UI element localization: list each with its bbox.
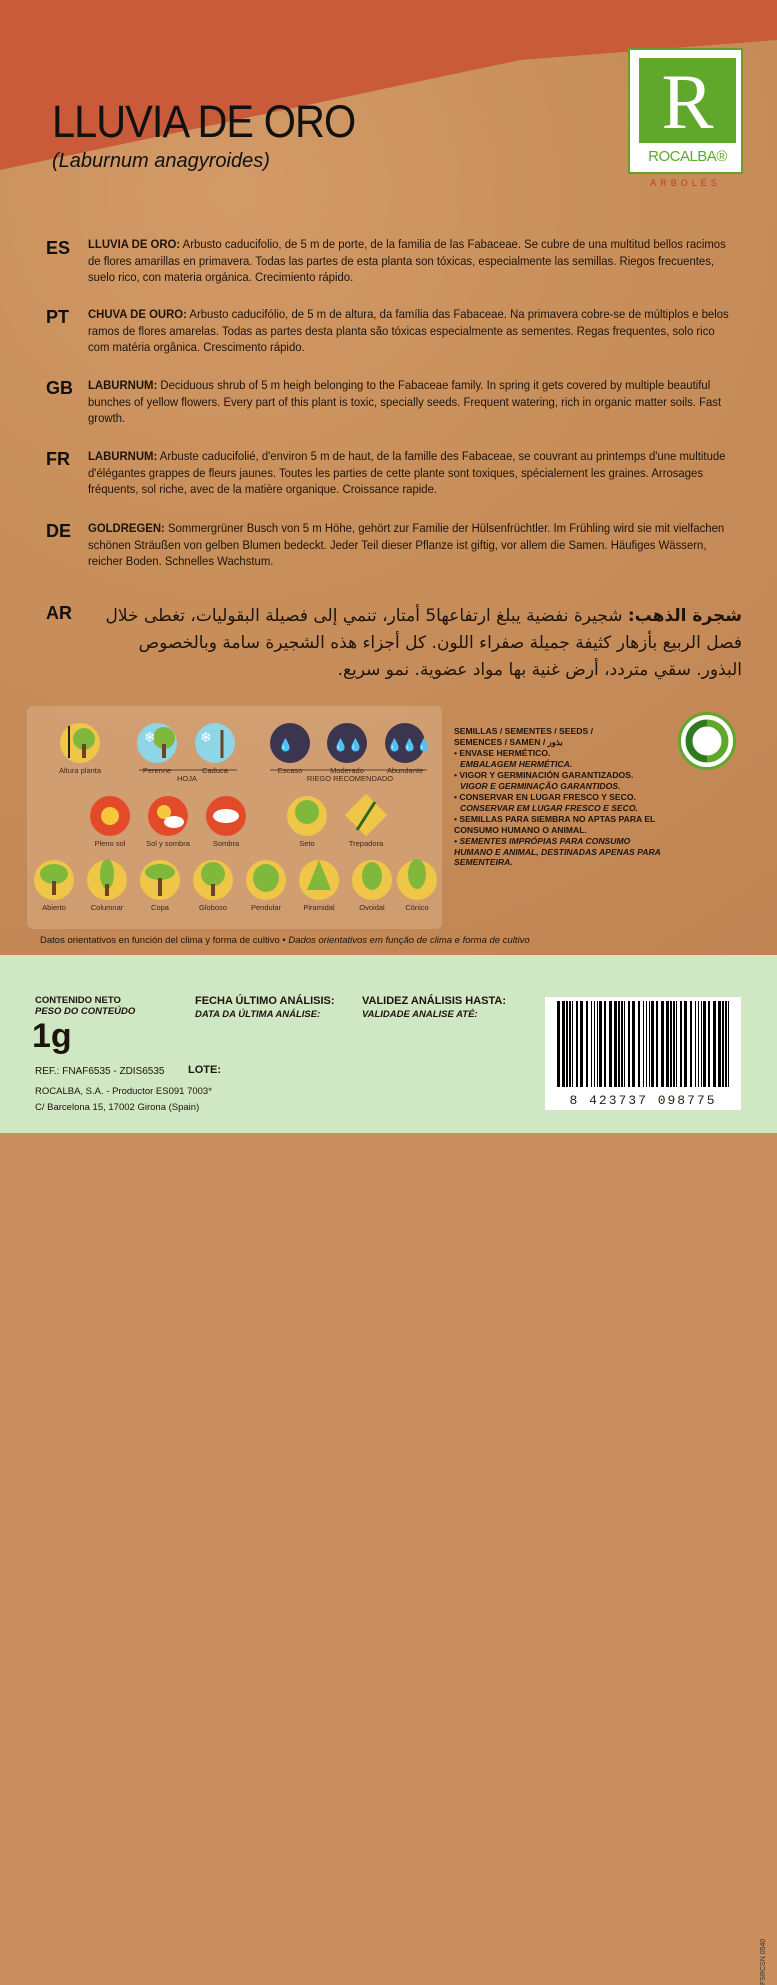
shape-piramidal-icon [299, 860, 339, 900]
barcode-bar [557, 1001, 560, 1087]
seeds-item-2a: • VIGOR Y GERMINACIÓN GARANTIZADOS. [454, 770, 634, 780]
label-globoso: Globoso [199, 903, 227, 912]
label-escaso: Escaso [277, 766, 303, 775]
barcode-bar [609, 1001, 612, 1087]
altura-planta-icon [60, 723, 100, 763]
barcode-bar [572, 1001, 573, 1087]
seeds-item-3b: CONSERVAR EM LUGAR FRESCO E SECO. [460, 802, 638, 813]
shape-pendular-icon [246, 860, 286, 900]
label-moderado: Moderado [330, 766, 364, 775]
barcode-bar [586, 1001, 588, 1087]
desc-text-es: Arbusto caducifolio, de 5 m de porte, de la familia de las Fabaceae. Se cubre de una multitud bellos racimos de flores amarillas en primavera. Todas las partes de esta planta son tóxicas, especialmente las semillas. Riegos frecuentes, suelo rico, con materia orgánica. Crecimiento rápido. [88, 237, 726, 284]
desc-text-fr: Arbuste caducifolié, d'environ 5 m de haut, de la famille des Fabaceae, se couvrant au printemps d'une multitude d'élégantes grappes de fleurs jaunes. Toutes les parties de cette plante sont toxiques, spécialement les graines. Arrosages fréquents, sol riche, avec de la matière organique. Croissance rapide. [88, 449, 726, 496]
barcode-number: 8 423737 098775 [569, 1093, 717, 1108]
lang-code-es: ES [46, 238, 71, 258]
label-caduca: Caduca [202, 766, 228, 775]
barcode-bar [594, 1001, 595, 1087]
care-icons-graphics [27, 706, 442, 929]
seeds-item-5: • SEMENTES IMPRÓPIAS PARA CONSUMO HUMANO E ANIMAL, DESTINADAS APENAS PARA SEMENTEIRA. [454, 836, 661, 867]
barcode-bar [722, 1001, 724, 1087]
lang-code-de: DE [46, 521, 72, 541]
barcode-bar [698, 1001, 699, 1087]
desc-text-de: Sommergrüner Busch von 5 m Höhe, gehört zur Familie der Hülsenfrüchtler. Im Frühling wird sie mit vielfachen schönen Sträußen von gelben Blumen bedeckt. Jeder Teil dieser Pflanze ist giftig, vor allem die Samen. Häufiges Wässern, reicher Boden. Schnelles Wachstum. [88, 521, 725, 568]
label-piramidal: Piramidal [303, 903, 335, 912]
description-es [88, 236, 739, 286]
net-weight-label-pt: PESO DO CONTEÚDO [35, 1006, 136, 1017]
barcode-bar [604, 1001, 606, 1087]
seeds-item-3a: • CONSERVAR EN LUGAR FRESCO Y SECO. [454, 792, 636, 802]
barcode-bar [649, 1001, 650, 1087]
barcode-bar [670, 1001, 672, 1087]
seeds-info [454, 726, 669, 868]
desc-name-ar: شجرة الذهب: [627, 606, 742, 626]
label-trepadora: Trepadora [348, 839, 384, 848]
barcode-bar [597, 1001, 598, 1087]
barcode-bar [646, 1001, 647, 1087]
shape-abierto-icon [34, 860, 74, 900]
footnote [40, 935, 530, 946]
label-ovoidal: Ovoidal [359, 903, 385, 912]
label-perenne: Perenne [142, 766, 172, 775]
barcode-bar [656, 1001, 658, 1087]
barcode-bar [569, 1001, 571, 1087]
barcode-bar [680, 1001, 682, 1087]
label-hoja: HOJA [176, 774, 197, 783]
desc-name-pt: CHUVA DE OURO: [88, 307, 187, 321]
producer: ROCALBA, S.A. - Productor ES091 7003* [35, 1086, 212, 1097]
barcode-bar [666, 1001, 669, 1087]
seeds-item-1a: • ENVASE HERMÉTICO. [454, 748, 551, 758]
label-abundante: Abundante [386, 766, 424, 775]
barcode-bar [599, 1001, 602, 1087]
trepadora-icon [345, 794, 387, 836]
barcode-bar [713, 1001, 716, 1087]
barcode-bar [725, 1001, 727, 1087]
desc-text-ar: شجيرة نفضية يبلغ ارتفاعها5 أمتار، تنمي إلى فصيلة البقوليات، تغطى خلال فصل الربيع بأزهار كثيفة جميلة صفراء اللون. كل أجزاء هذه الشجيرة سامة وبالخصوص البذور. سقي متردد، أرض غنية بها مواد عضوية. نمو سريع. [105, 606, 742, 680]
pleno-sol-icon [90, 796, 130, 836]
barcode-bar [690, 1001, 692, 1087]
barcode-bar [643, 1001, 644, 1087]
svg-text:❄: ❄ [200, 729, 212, 745]
reference-code: REF.: FNAF6535 - ZDIS6535 [35, 1066, 165, 1077]
label-conico: Cónico [405, 903, 429, 912]
green-dot-recycle-icon [678, 712, 736, 770]
barcode-bar [661, 1001, 664, 1087]
desc-name-gb: LABURNUM: [88, 378, 158, 392]
seeds-heading-1: SEMILLAS / SEMENTES / SEEDS / [454, 726, 593, 736]
description-ar [100, 603, 742, 684]
barcode-bar [695, 1001, 696, 1087]
barcode-bar [638, 1001, 640, 1087]
lang-code-fr: FR [46, 449, 70, 469]
barcode-bar [728, 1001, 729, 1087]
label-sombra: Sombra [212, 839, 240, 848]
label-abierto: Abierto [42, 903, 66, 912]
desc-name-es: LLUVIA DE ORO: [88, 237, 181, 251]
logo-word: ROCALBA® [648, 148, 727, 165]
description-pt [88, 306, 739, 356]
label-seto: Seto [299, 839, 315, 848]
seeds-item-2b: VIGOR E GERMINAÇÃO GARANTIDOS. [460, 780, 621, 791]
footnote-pt: Dados orientativos em função de clima e forma de cultivo [288, 935, 530, 946]
rocalba-logo [628, 48, 743, 198]
net-weight-value: 1g [32, 1017, 72, 1055]
seeds-heading-2: SEMENCES / SAMEN / بذور [454, 736, 563, 747]
sombra-icon [206, 796, 246, 836]
label-sol-sombra: Sol y sombra [146, 839, 190, 848]
svg-text:💧💧: 💧💧 [333, 738, 363, 752]
riego-moderado-icon [327, 723, 367, 763]
last-analysis-label: FECHA ÚLTIMO ANÁLISIS: [195, 995, 335, 1007]
barcode-bars [545, 997, 741, 1092]
lot-label: LOTE: [188, 1064, 221, 1076]
barcode-bar [718, 1001, 721, 1087]
barcode [545, 997, 741, 1110]
validity-label: VALIDEZ ANÁLISIS HASTA: [362, 995, 507, 1007]
seeds-item-1b: EMBALAGEM HERMÉTICA. [460, 758, 573, 769]
shape-copa-icon [140, 860, 180, 900]
label-riego: RIEGO RECOMENDADO [306, 774, 394, 783]
product-title: LLUVIA DE ORO [52, 96, 356, 147]
sol-sombra-icon [148, 796, 188, 836]
shape-conico-icon [397, 859, 437, 900]
desc-name-de: GOLDREGEN: [88, 521, 165, 535]
riego-escaso-icon [270, 723, 310, 763]
barcode-bar [632, 1001, 635, 1087]
svg-text:💧: 💧 [278, 738, 293, 752]
barcode-bar [618, 1001, 620, 1087]
label-columnar: Columnar [90, 903, 124, 912]
description-gb [88, 377, 739, 427]
shape-columnar-icon [87, 859, 127, 900]
label-altura: Altura planta [58, 766, 102, 775]
logo-category: ARBOLES [650, 178, 721, 188]
barcode-bar [651, 1001, 654, 1087]
barcode-bar [580, 1001, 583, 1087]
barcode-bar [621, 1001, 623, 1087]
barcode-bar [708, 1001, 710, 1087]
validity-label-pt: VALIDADE ANALISE ATÉ: [362, 1009, 478, 1020]
barcode-bar [701, 1001, 702, 1087]
label-copa: Copa [151, 903, 169, 912]
desc-text-pt: Arbusto caducifólio, de 5 m de altura, da família das Fabaceae. Na primavera cobre-se de múltiplos e belos ramos de flores amarelas. Todas as partes desta planta são tóxicas especialmente as sementes. Regas frequentes, solo rico com matéria orgânica. Crescimento rápido. [88, 307, 729, 354]
description-de [88, 520, 739, 570]
barcode-bar [562, 1001, 565, 1087]
desc-name-fr: LABURNUM: [88, 449, 158, 463]
seeds-item-4: • SEMILLAS PARA SIEMBRA NO APTAS PARA EL CONSUMO HUMANO O ANIMAL. [454, 814, 656, 835]
perenne-icon [137, 723, 177, 763]
footnote-es: Datos orientativos en función del clima y forma de cultivo • [40, 935, 289, 946]
lang-code-ar: AR [46, 603, 72, 623]
barcode-bar [591, 1001, 592, 1087]
riego-abundante-icon [385, 723, 432, 763]
logo-letter: R [639, 58, 736, 143]
shape-ovoidal-icon [352, 860, 392, 900]
label-pendular: Pendular [250, 903, 282, 912]
barcode-bar [614, 1001, 617, 1087]
lang-code-gb: GB [46, 378, 73, 398]
barcode-bar [628, 1001, 630, 1087]
barcode-bar [624, 1001, 625, 1087]
description-fr [88, 448, 739, 498]
lang-code-pt: PT [46, 307, 70, 327]
barcode-bar [576, 1001, 578, 1087]
barcode-bar [676, 1001, 677, 1087]
barcode-bar [703, 1001, 706, 1087]
net-content-label: CONTENIDO NETO [35, 995, 121, 1006]
care-icons-panel [27, 706, 442, 929]
barcode-bar [566, 1001, 568, 1087]
seto-icon [287, 796, 327, 836]
shape-globoso-icon [193, 860, 233, 900]
svg-text:💧💧💧: 💧💧💧 [387, 738, 432, 752]
address: C/ Barcelona 15, 17002 Girona (Spain) [35, 1102, 200, 1113]
barcode-bar [684, 1001, 687, 1087]
svg-text:❄: ❄ [144, 729, 156, 745]
barcode-bar [673, 1001, 675, 1087]
product-subtitle: (Laburnum anagyroides) [52, 150, 270, 172]
vertical-code: FSRCSN 0540 [760, 1938, 767, 1985]
last-analysis-label-pt: DATA DA ÚLTIMA ANÁLISE: [195, 1009, 321, 1020]
caduca-icon [195, 723, 235, 763]
label-pleno-sol: Pleno sol [94, 839, 126, 848]
desc-text-gb: Deciduous shrub of 5 m heigh belonging to the Fabaceae family. In spring it gets covered by multiple beautiful bunches of yellow flowers. Every part of this plant is toxic, specially seeds. Frequent watering, rich in organic matter soils. Fast growth. [88, 378, 722, 425]
